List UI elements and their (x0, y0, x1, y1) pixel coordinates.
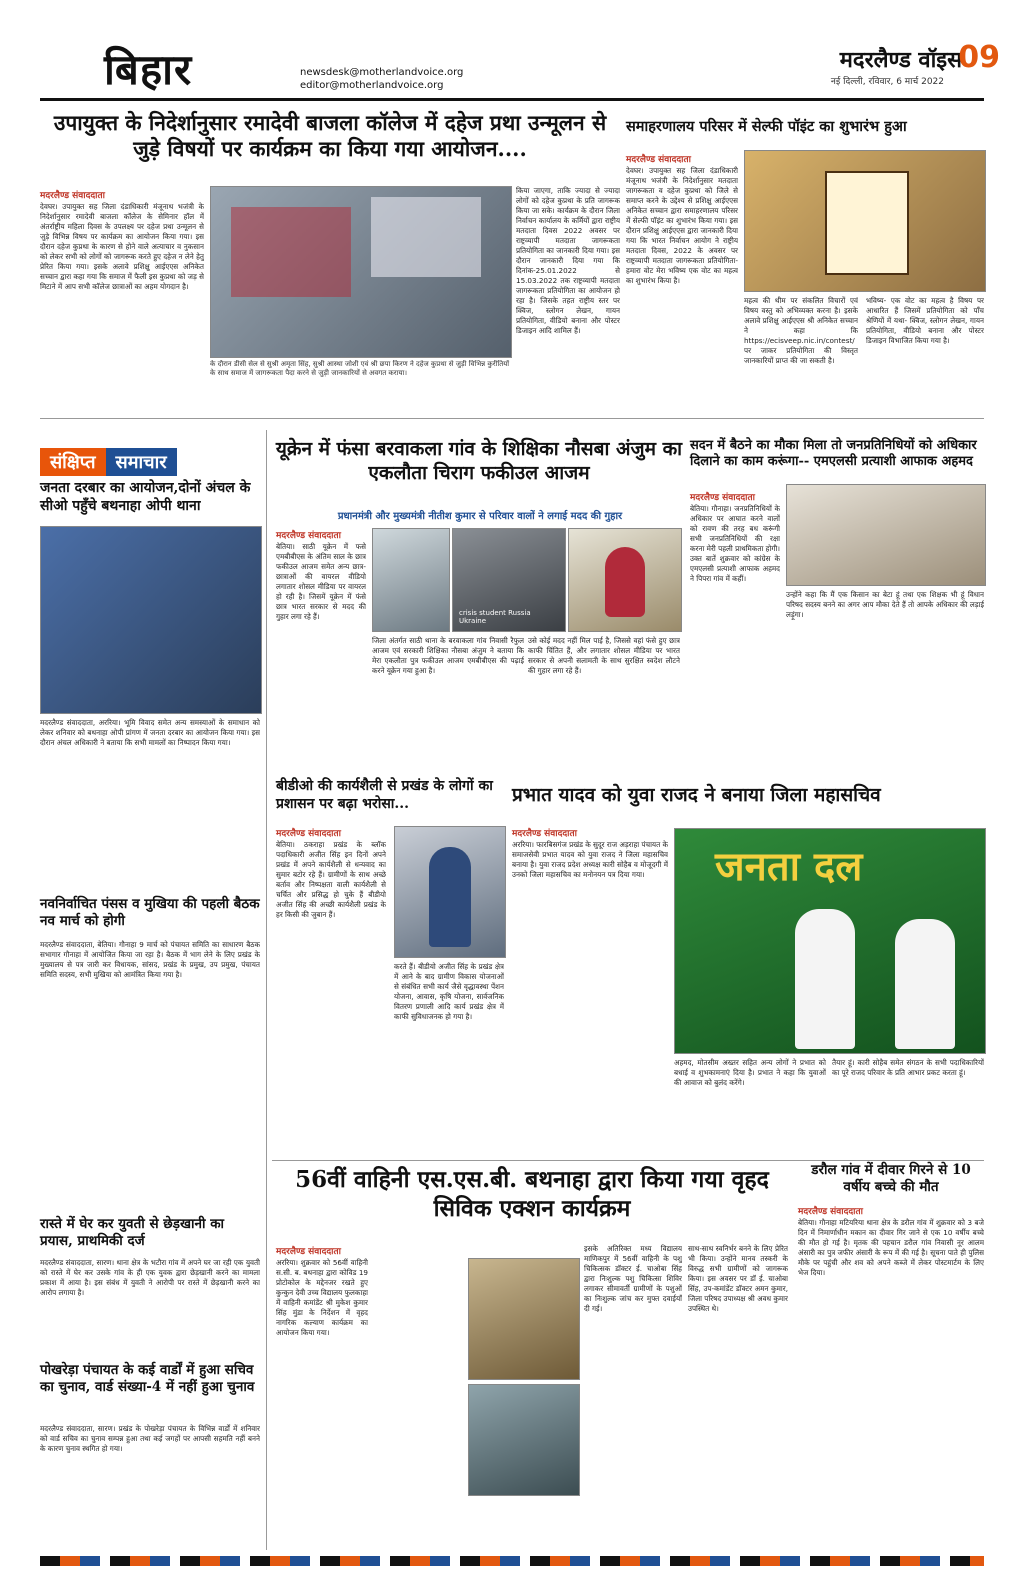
divider-lower (272, 1160, 984, 1161)
story3-photo-2 (452, 528, 566, 632)
brief2-headline[interactable]: नवनिर्वाचित पंसस व मुखिया की पहली बैठक नव मार्च को होगी (40, 896, 260, 929)
story7-body-col3: साथ-साथ स्वनिर्भर बनने के लिए प्रेरित भी किया। उन्होंने मानव तस्करी के विरुद्ध सभी ग्रामीणों को जागरूक किया। इस अवसर पर डॉ ई. चाओबा सिंह, उप-कमांडेंट डॉक्टर अमन कुमार, जिला परिषद उपाध्यक्ष श्री अवध कुमार उपस्थित थे। (688, 1244, 788, 1313)
page-number: 09 (958, 40, 1000, 75)
story3-photo-3 (568, 528, 682, 632)
brief-tag-1: संक्षिप्त (40, 448, 106, 476)
brief1-headline[interactable]: जनता दरबार का आयोजन,दोनों अंचल के सीओ पहुँचे बथनाहा ओपी थाना (40, 480, 251, 514)
column-divider (266, 430, 267, 1550)
story1-photo (210, 186, 512, 358)
story3-headline[interactable]: यूक्रेन में फंसा बरवाकला गांव के शिक्षिका नौसबा अंजुम का एकलौता चिराग फकीउल आजम (275, 438, 683, 484)
story6-headline[interactable]: प्रभात यादव को युवा राजद ने बनाया जिला महासचिव (512, 784, 881, 806)
header-rule (40, 98, 984, 101)
story3-body-col3: उसे कोई मदद नहीं मिल पाई है, जिससे वहां फंसे हुए छात्र काफी चिंतित हैं, और लगातार शोसल मीडिया पर भारत सरकार से अपनी सलामती के साथ सुरक्षित स्वदेश लौटने की गुहार लगा रहे हैं। (528, 636, 680, 675)
story8-body: बेतिया। गौनाहा मटियरिया थाना क्षेत्र के डरौल गांव में शुक्रवार को 3 बजे दिन में निमार्णाधीन मकान का दीवार गिर जाने से एक 10 वर्षीय बच्चे की मौत हो गई है। मृतक की पहचान डरौल गांव निवासी नूर आलम अंसारी का पुत्र जफीर अंसारी के रूप में की गई है। सूचना पाते ही पुलिस मौके पर पहुंची और शव को अपने कब्जे में लेकर पोस्टमार्टम के लिए भेज दिया। (798, 1218, 984, 1277)
email-editor[interactable]: editor@motherlandvoice.org (300, 80, 444, 91)
story6-photo-banner: जनता दल (715, 843, 863, 890)
story4-byline: मदरलैण्ड संवाददाता (276, 829, 341, 839)
story3-photo-caption: crisis student Russia Ukraine (459, 609, 531, 625)
section-title: बिहार (104, 45, 193, 94)
newspaper-brand: मदरलैण्ड वॉइस (839, 47, 962, 73)
story3-body: बेतिया। साठी यूक्रेन में फसे एमबीबीएस के अंतिम साल के छात्र फकीउल आजम समेत अन्य छात्र- छात्राओं की वायरल वीडियो लगातार शोसल मीडिया पर वायरल हो रही है। जिसमें यूक्रेन में फंसे छात्र भारत सरकार से मदद की गुहार लगा रहे हैं। (276, 542, 366, 621)
story4-photo (394, 826, 506, 958)
story2-byline: मदरलैण्ड संवाददाता (626, 155, 691, 165)
story1-body: देवघर। उपायुक्त सह जिला दंडाधिकारी मंजूनाथ भजंत्री के निदेर्शानुसार रमादेवी बाजला कॉलेज के सेमिनार हॉल में अंतर्राष्ट्रीय महिला दिवस के उपलक्ष्य पर दहेज प्रथा उन्मूलन से जुड़े विभिन्न विषय पर कार्यक्रम का आयोजन किया गया। इस दौरान दहेज कुप्रथा के कारण से होने वाले अत्याचार व नुकसान को लेकर सभी को लोगों को जागरूक करते हुए दहेज न लेने हेतु प्रेरित किया गया। इसके अलावे प्रशिक्षु आईएएस अनिकेत सच्चान द्वारा कहा गया कि समाज में फैली इस कुप्रथा को जड़ से मिटाने में आप सभी कॉलेज छात्राओं का अहम योगदान है। (40, 202, 204, 291)
story3-byline: मदरलैण्ड संवाददाता (276, 531, 341, 541)
dateline: नई दिल्ली, रविवार, 6 मार्च 2022 (830, 77, 944, 87)
story5-byline: मदरलैण्ड संवाददाता (690, 493, 755, 503)
story7-body-cont (374, 1258, 462, 1550)
email-newsdesk[interactable]: newsdesk@motherlandvoice.org (300, 67, 464, 78)
story6-body: अररिया। फारबिसगंज प्रखंड के सुदूर राज अड़राहा पंचायत के समाजसेवी प्रभात यादव को युवा राजद ने जिला महासचिव बनाया है। युवा राजद प्रदेश अध्यक्ष कारी सोहैब व मोजूदगी में उनको जिला महासचिव का मनोनयन पत्र दिया गया। (512, 840, 668, 879)
story2-body-col3: भविष्य- एक वोट का महत्व है विषय पर आधारित हैं जिसमें प्रतियोगिता को पाँच श्रेणियों में यथा- क्विज, स्लोगन लेखन, गायन प्रतियोगिता, वीडियो बनाना और पोस्टर डिजाइन विभाजित किया गया है। (866, 296, 984, 345)
story8-headline[interactable]: डरौल गांव में दीवार गिरने से 10 वर्षीय बच्चे की मौत (811, 1162, 971, 1195)
story7-byline: मदरलैण्ड संवाददाता (276, 1247, 341, 1257)
brief2-body: मदरलैण्ड संवाददाता, बेतिया। गौनाहा 9 मार्च को पंचायत समिति का साधारण बैठक सभागार गौनाहा में आयोजित किया जा रहा है। बैठक में भाग लेने के लिए प्रखंड के मुख्यालय से पत्र जारी कर विधायक, सांसद, प्रखंड के प्रमुख, उप प्रमुख, पंचायत समिति सदस्य, सभी मुखिया को आमंत्रित किया गया है। (40, 940, 260, 979)
contact-emails (300, 66, 463, 92)
brief4-body: मदरलैण्ड संवाददाता, सारण। प्रखंड के पोखरेड़ा पंचायत के विभिन्न वार्डों में शनिवार को वार्ड सचिव का चुनाव सम्पन्न हुआ तथा कई जगहों पर आपसी सहमति नहीं बनने के कारण चुनाव स्थगित हो गया। (40, 1424, 260, 1453)
story6-body-col2: अहमद, मोतसीम अख्तर सहित अन्य लोगों ने प्रभात को बधाई व शुभकामनाएं दिया है। प्रभात ने कहा कि युवाओं की आवाज को बुलंद करेंगे। (674, 1058, 826, 1087)
divider (40, 418, 984, 419)
brief3-headline[interactable]: रास्ते में घेर कर युवती से छेड़खानी का प्रयास, प्राथमिकी दर्ज (40, 1216, 225, 1249)
brief1-photo (40, 526, 262, 714)
story4-body-col2: करते हैं। बीडीयो अजीत सिंह के प्रखंड क्षेत्र में आने के बाद ग्रामीण विकास योजनाओं से संबंधित सभी कार्य जैसे वृद्धावस्था पेंशन योजना, आवास, कृषि योजना, सार्वजनिक वितरण प्रणाली आदि कार्य प्रखंड क्षेत्र में काफी सुविधाजनक हो गया है। (394, 962, 504, 1021)
story7-headline[interactable]: 56वीं वाहिनी एस.एस.बी. बथनाहा द्वारा किया गया वृहद सिविक एक्शन कार्यक्रम (295, 1166, 769, 1222)
story2-headline[interactable]: समाहरणालय परिसर में सेल्फी पॉइंट का शुभारंभ हुआ (626, 118, 907, 135)
story6-body-col3: तैयार हूं। कारी सोहैब समेत संगठन के सभी पदाधिकारियों का पूरे राजद परिवार के प्रति आभार प्रकट करता हूं। (832, 1058, 984, 1077)
story6-byline: मदरलैण्ड संवाददाता (512, 829, 577, 839)
brief4-headline[interactable]: पोखरेड़ा पंचायत के कई वार्डों में हुआ सचिव का चुनाव, वार्ड संख्या-4 में नहीं हुआ चुनाव (40, 1362, 255, 1395)
story5-photo (786, 484, 986, 586)
story5-headline[interactable]: सदन में बैठने का मौका मिला तो जनप्रतिनिधियों को अधिकार दिलाने का काम करूंगा-- एमएलसी प्रत्याशी आफाक अहमद (690, 438, 977, 470)
story1-caption: के दौरान डीसी सेल से सुश्री अमृता सिंह, सुश्री आस्था जोशी एवं श्री छपा किरण ने दहेज कुप्रथा से जुड़ी विभिन्न कुरीतियों के साथ समाज में जागरूकता पैदा करने से जुड़ी जानकारियों से अवगत कराया। (210, 360, 510, 377)
story7-photo-2 (468, 1384, 580, 1496)
story4-headline[interactable]: बीडीओ की कार्यशैली से प्रखंड के लोगों का प्रशासन पर बढ़ा भरोसा... (276, 778, 493, 812)
brief-tag-2: समाचार (106, 448, 177, 476)
story7-photo-1 (468, 1258, 580, 1380)
story1-body-col2: किया जाएगा, ताकि ज्यादा से ज्यादा लोगों को दहेज कुप्रथा के प्रति जागरूक किया जा सके। कार्यक्रम के दौरान जिला निर्वाचन कार्यालय के कर्मियों द्वारा राष्ट्रीय मतदाता दिवस 2022 अवसर पर राष्ट्रव्यापी मतदाता जागरूकता प्रतियोगिता का जानकारी दिया गया। इस दौरान जानकारी दिया गया कि दिनांक-25.01.2022 से 15.03.2022 तक राष्ट्रव्यापी मतदाता जागरूकता प्रतियोगिता का आयोजन हो रहा है। जिसके तहत राष्ट्रीय स्तर पर क्विज, स्लोगन लेखन, गायन प्रतियोगिता, वीडियो बनाना और पोस्टर डिजाइन आदि शामिल हैं। (516, 186, 620, 335)
story7-body: अररिया। शुक्रवार को 56वीं वाहिनी स.सी. ब. बथनाहा द्वारा कोविड 19 प्रोटोकोल के मद्देनजर रखते हुए कुन्कुन देवी उच्च विद्यालय फुलकाहा में वाहिनी कमांडेंट श्री मुकेश कुमार सिंह मुंडा के निर्देशन में वृहद नागरिक कल्याण कार्यक्रम का आयोजन किया गया। (276, 1258, 368, 1337)
brief3-body: मदरलैण्ड संवाददाता, सारण। थाना क्षेत्र के भटौरा गांव में अपने घर जा रही एक युवती को रास्ते में घेर कर उसके गांव के ही एक युवक द्वारा छेड़खानी करने का मामला प्रकाश में आया है। इस संबंध में युवती ने आरोपी पर रास्ते में छेड़खानी करने का आरोप लगाया है। (40, 1258, 260, 1297)
story7-body-col2: इसके अतिरिक्त मध्य विद्यालय माणिकपुर में 56वीं वाहिनी के पशु चिकित्सक डॉक्टर ई. चाओबा सिंह द्वारा निःशुल्क पशु चिकित्सा शिविर लगाकर सीमावर्ती ग्रामीणों के पशुओं का निःशुल्क जांच कर मुफ्त दवाईयाँ दी गई। (584, 1244, 682, 1313)
story4-body: बेतिया। ठकराहा प्रखंड के ब्लॉक पदाधिकारी अजीत सिंह इन दिनों अपने प्रखंड में अपने कार्यशैली से धन्यवाद का सुमार बटोर रहे हैं। ग्रामीणों के साथ अच्छे बर्ताव और निष्पक्षता वाली कार्यशैली से चर्चित और प्रसिद्ध हो चुके हैं बीडीयो अजीत सिंह की अच्छी कार्यशैली प्रखंड के हर किसी की जुबान हैं। (276, 840, 386, 919)
story6-photo (674, 828, 986, 1054)
story2-photo (744, 150, 986, 292)
story1-byline: मदरलैण्ड संवाददाता (40, 191, 105, 201)
story2-body-col2: महत्व की थीम पर संकलित विचारों एवं विषय वस्तु को अभिव्यक्त करना है। इसके अलावे प्रशिक्षु आईएएस श्री अनिकेत सच्चान ने कहा कि https://ecisveep.nic.in/contest/ पर जाकर प्रतियोगिता की विस्तृत जानकारियों प्राप्त की जा सकती है। (744, 296, 858, 365)
story2-body: देवघर। उपायुक्त सह जिला दंडाधिकारी मंजूनाथ भजंत्री के निदेर्शानुसार मतदाता जागरूकता व दहेज कुप्रथा को जिले से समाप्त करने के उद्देश्य से प्रशिक्षु आईएएस अनिकेत सच्चान द्वारा समाहरणालय परिसर में सेल्फी पॉइंट का शुभारंभ किया गया। इस दौरान प्रशिक्षु आईएएस द्वारा जानकारी दिया गया कि भारत निर्वाचन आयोग ने राष्ट्रीय मतदाता दिवस, 2022 के अवसर पर राष्ट्रव्यापी मतदाता जागरूकता प्रतियोगिता- हमारा वोट मेरा भविष्य एक वोट का महत्व का शुभारंभ किया है। (626, 166, 738, 285)
story3-subhead: प्रधानमंत्री और मुख्यमंत्री नीतीश कुमार से परिवार वालों ने लगाई मदद की गुहार (337, 511, 623, 522)
story5-body-col2: उन्होंने कहा कि मैं एक किसान का बेटा हूं तथा एक शिक्षक भी हूं विधान परिषद सदस्य बनने का अगर आप मौका देते हैं तो आपके अधिकार की लड़ाई लड़ूंगा। (786, 590, 984, 619)
brief-news-tag (40, 448, 177, 476)
story3-photo-1 (372, 528, 450, 632)
brief1-body: मदरलैण्ड संवाददाता, अररिया। भूमि विवाद समेत अन्य समस्याओं के समाधान को लेकर शनिवार को बथनाहा ओपी प्रांगण में जनता दरबार का आयोजन किया गया। इस दौरान अंचल अधिकारी ने बताया कि सभी मामलों का निष्पादन किया गया। (40, 718, 260, 747)
story3-body-col2: जिला अंतर्गत साठी थाना के बरवाकला गांव निवासी रैफुल आजम एवं सरकारी शिक्षिका नौसबा अंजुम ने बताया कि मेरा एकलौता पुत्र फकीउल आजम एमबीबीएस की पढ़ाई करने यूक्रेन गया हुआ है। (372, 636, 524, 675)
story5-body: बेतिया। गौनाहा। जनप्रतिनिधियों के अधिकार पर आघात करने वालों को रावण की तरह बध करूंगी सभी जनप्रतिनिधियों की रक्षा करना मेरी पहली प्राथमिकता होगी। उक्त बातें शुक्रवार को कांग्रेस के एमएलसी प्रत्याशी आफाक अहमद ने पिपरा गांव में कहीं। (690, 504, 780, 583)
story1-headline[interactable]: उपायुक्त के निदेर्शानुसार रमादेवी बाजला कॉलेज में दहेज प्रथा उन्मूलन से जुड़े विषयों पर कार्यक्रम का किया गया आयोजन.... (53, 110, 607, 162)
story8-byline: मदरलैण्ड संवाददाता (798, 1207, 863, 1217)
color-registration-bar (40, 1556, 984, 1566)
